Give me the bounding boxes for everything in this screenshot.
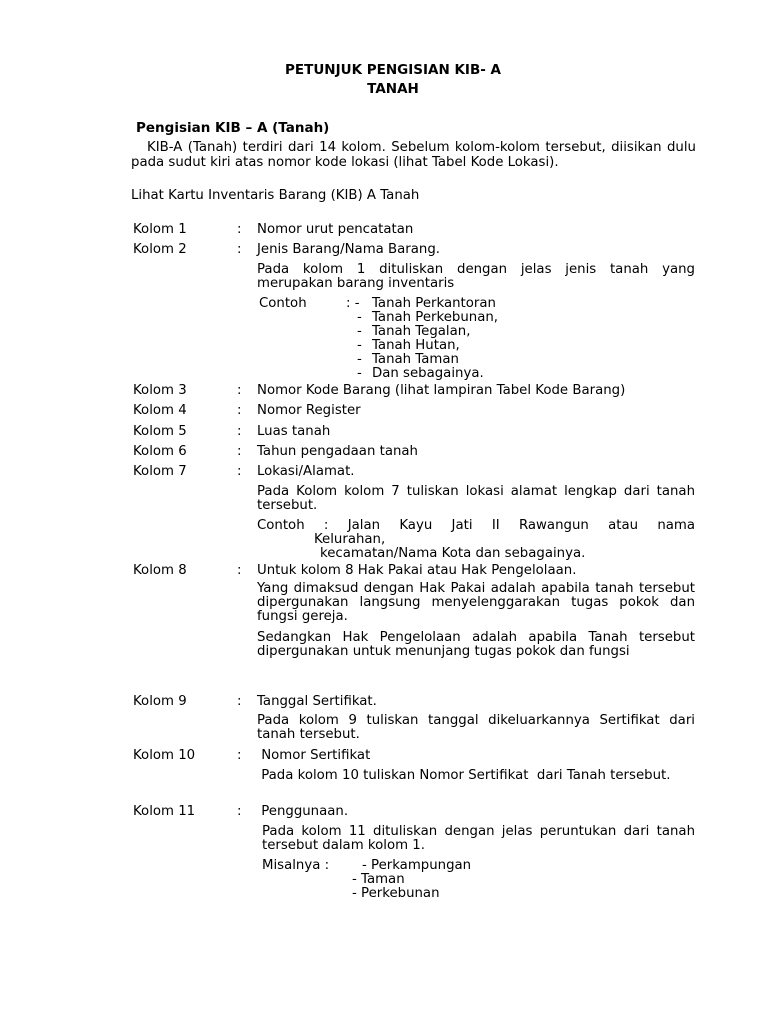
kolom-label: Kolom 3 xyxy=(133,383,187,398)
section-heading: Pengisian KIB – A (Tanah) xyxy=(136,120,330,136)
kolom-label: Kolom 6 xyxy=(133,444,187,459)
dash: - xyxy=(357,324,362,339)
kolom-value: Untuk kolom 8 Hak Pakai atau Hak Pengelolaan. xyxy=(257,563,577,578)
kolom-value: Lokasi/Alamat. xyxy=(257,464,355,479)
kolom-value: Jenis Barang/Nama Barang. xyxy=(257,242,441,257)
kolom-value: Luas tanah xyxy=(257,424,331,439)
contoh-separator: : - xyxy=(346,296,360,311)
colon: : xyxy=(237,424,242,439)
dash: - xyxy=(357,366,362,381)
intro-paragraph: KIB-A (Tanah) terdiri dari 14 kolom. Sebelum kolom-kolom tersebut, diisikan dulu pada sudut kiri atas nomor kode lokasi (lihat Tabel Kode Lokasi). xyxy=(131,140,696,170)
contoh-label: Contoh xyxy=(259,296,307,311)
colon: : xyxy=(237,242,242,257)
kolom-label: Kolom 5 xyxy=(133,424,187,439)
colon: : xyxy=(237,804,242,819)
kolom-label: Kolom 8 xyxy=(133,563,187,578)
contoh-item: Tanah Perkantoran xyxy=(372,296,496,311)
colon: : xyxy=(237,694,242,709)
kolom-7-contoh-cont: kecamatan/Nama Kota dan sebagainya. xyxy=(320,546,586,561)
dash: - xyxy=(357,352,362,367)
kolom-value: Penggunaan. xyxy=(257,804,349,819)
colon: : xyxy=(237,748,242,763)
colon: : xyxy=(237,222,242,237)
kolom-label: Kolom 4 xyxy=(133,403,187,418)
contoh-item: Tanah Taman xyxy=(372,352,459,367)
kolom-11-description: Pada kolom 11 dituliskan dengan jelas peruntukan dari tanah tersebut dalam kolom 1. xyxy=(262,824,695,853)
kolom-8-hak-pakai: Yang dimaksud dengan Hak Pakai adalah apabila tanah tersebut dipergunakan langsung menyelenggarakan tugas pokok dan fungsi gereja. xyxy=(257,581,695,624)
kolom-value: Nomor Kode Barang (lihat lampiran Tabel Kode Barang) xyxy=(257,383,626,398)
contoh-item: Tanah Hutan, xyxy=(372,338,460,353)
misalnya-item: - Perkampungan xyxy=(362,858,472,873)
kolom-2-description: Pada kolom 1 dituliskan dengan jelas jenis tanah yang merupakan barang inventaris xyxy=(257,262,695,291)
contoh-item: Tanah Tegalan, xyxy=(372,324,471,339)
colon: : xyxy=(237,383,242,398)
dash: - xyxy=(357,310,362,325)
kolom-8-hak-pengelolaan: Sedangkan Hak Pengelolaan adalah apabila Tanah tersebut dipergunakan untuk menunjang tugas pokok dan fungsi xyxy=(257,630,695,659)
kolom-value: Nomor Register xyxy=(257,403,361,418)
kolom-label: Kolom 1 xyxy=(133,222,187,237)
see-also-line: Lihat Kartu Inventaris Barang (KIB) A Tanah xyxy=(131,188,420,203)
kolom-value: Nomor Sertifikat xyxy=(257,748,371,763)
kolom-label: Kolom 11 xyxy=(133,804,196,819)
colon: : xyxy=(237,403,242,418)
kolom-7-contoh-cont: Kelurahan, xyxy=(314,532,386,547)
misalnya-label: Misalnya : xyxy=(262,858,330,873)
dash: - xyxy=(357,338,362,353)
kolom-7-contoh: Contoh : Jalan Kayu Jati II Rawangun atau nama xyxy=(257,518,695,533)
colon: : xyxy=(237,444,242,459)
contoh-item: Tanah Perkebunan, xyxy=(372,310,498,325)
kolom-9-description: Pada kolom 9 tuliskan tanggal dikeluarkannya Sertifikat dari tanah tersebut. xyxy=(257,713,695,742)
kolom-10-description: Pada kolom 10 tuliskan Nomor Sertifikat dari Tanah tersebut. xyxy=(257,768,671,783)
document-title-sub: TANAH xyxy=(367,81,419,97)
misalnya-item: - Taman xyxy=(352,872,405,887)
colon: : xyxy=(237,464,242,479)
contoh-item: Dan sebagainya. xyxy=(372,366,484,381)
kolom-7-description: Pada Kolom kolom 7 tuliskan lokasi alamat lengkap dari tanah tersebut. xyxy=(257,484,695,513)
kolom-label: Kolom 7 xyxy=(133,464,187,479)
kolom-value: Tanggal Sertifikat. xyxy=(257,694,377,709)
kolom-label: Kolom 9 xyxy=(133,694,187,709)
document-title: PETUNJUK PENGISIAN KIB- A xyxy=(285,62,501,78)
misalnya-item: - Perkebunan xyxy=(352,886,440,901)
kolom-label: Kolom 10 xyxy=(133,748,196,763)
kolom-value: Tahun pengadaan tanah xyxy=(257,444,418,459)
colon: : xyxy=(237,563,242,578)
kolom-label: Kolom 2 xyxy=(133,242,187,257)
kolom-value: Nomor urut pencatatan xyxy=(257,222,414,237)
